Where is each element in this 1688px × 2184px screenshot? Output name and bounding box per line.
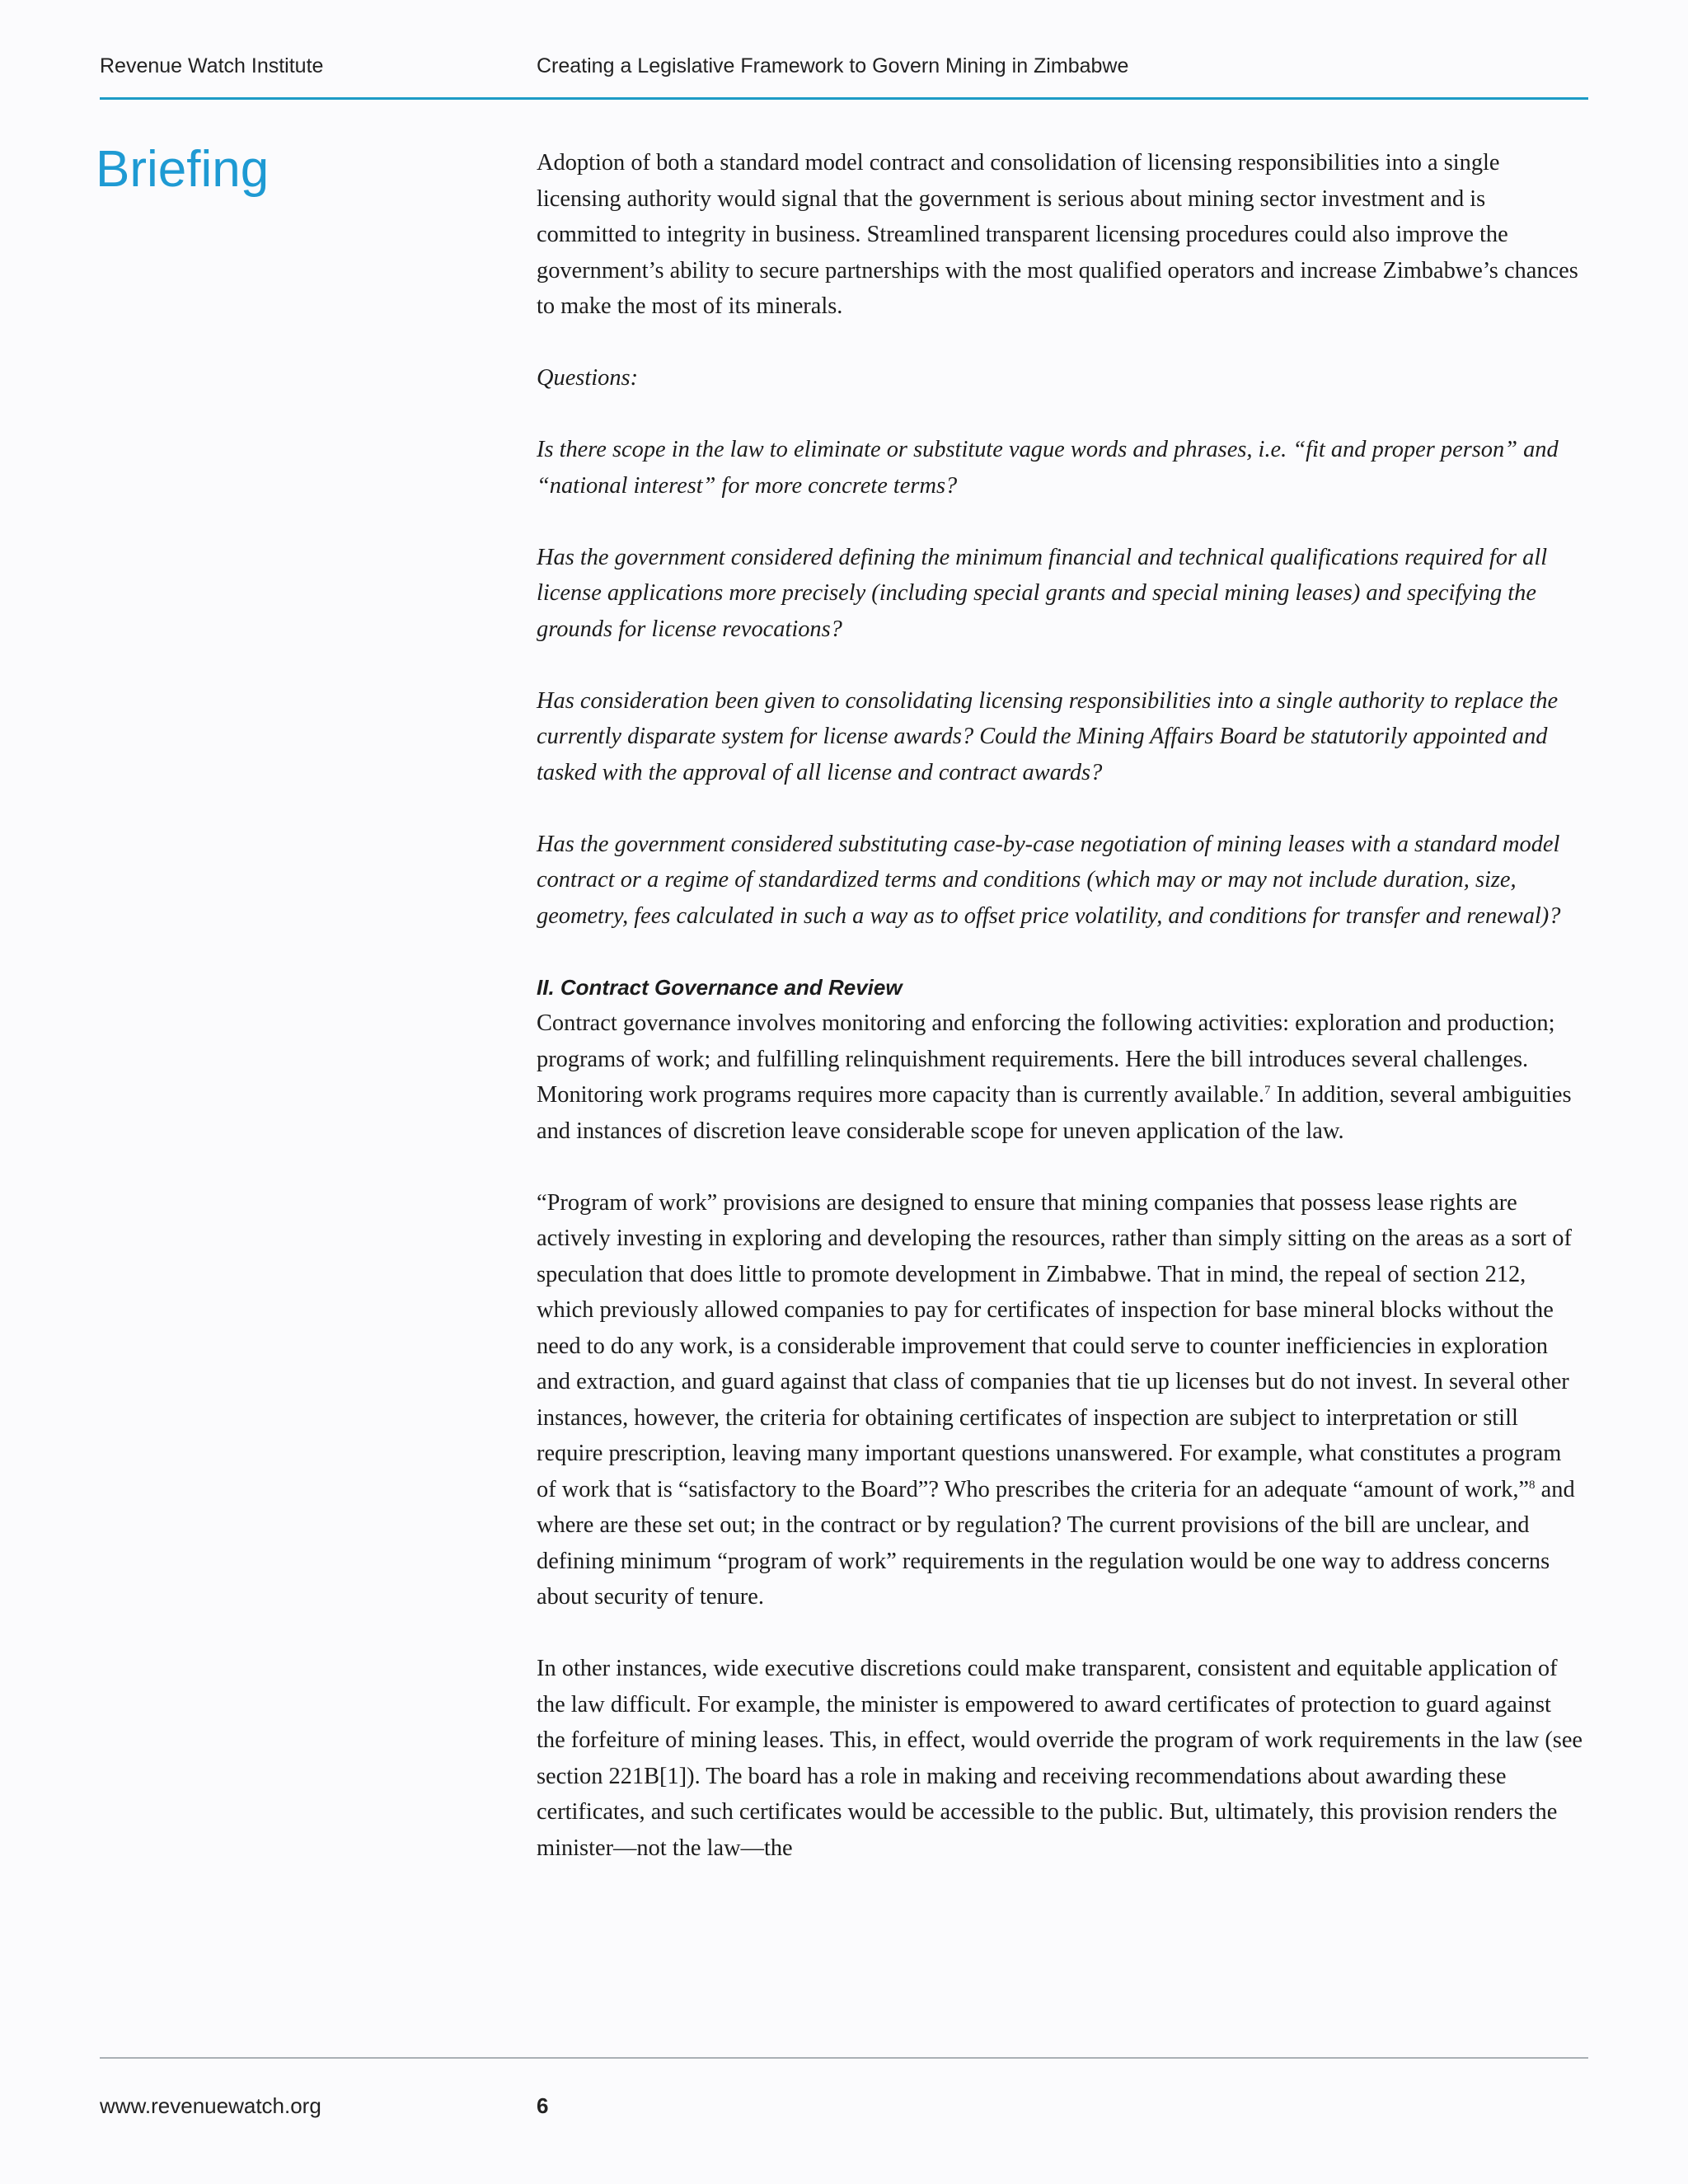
paragraph-text: and where are these set out; in the contract or by regulation? The current provisions of the bill are unclear, and defining minimum “program of work” requirements in the regulation would be one way to address concerns about security of tenure. bbox=[537, 1476, 1575, 1610]
question-item: Is there scope in the law to eliminate or substitute vague words and phrases, i.e. “fit and proper person” and “national interest” for more concrete terms? bbox=[537, 437, 1559, 499]
section-paragraph bbox=[537, 1005, 1583, 1149]
paragraph-text: Contract governance involves monitoring and enforcing the following activities: exploration and production; programs of work; and fulfilling relinquishment requirements. Here the bill introduces several challenges. Monitoring work programs requires more capacity than is currently available. bbox=[537, 1010, 1555, 1108]
paragraph-text: “Program of work” provisions are designed to ensure that mining companies that possess lease rights are actively investing in exploring and developing the resources, rather than simply sitting on the areas as a sort of speculation that does little to promote development in Zimbabwe. That in mind, the repeal of section 212, which previously allowed companies to pay for certificates of inspection for base mineral blocks without the need to do any work, is a considerable improvement that could serve to counter inefficiencies in exploration and extraction, and guard against that class of companies that tie up licenses but do not invest. In several other instances, however, the criteria for obtaining certificates of inspection are subject to interpretation or still require prescription, leaving many important questions unanswered. For example, what constitutes a program of work that is “satisfactory to the Board”? Who prescribes the criteria for an adequate “amount of work,” bbox=[537, 1189, 1572, 1502]
section-heading: II. Contract Governance and Review bbox=[537, 974, 903, 1000]
question-item: Has the government considered substituting case-by-case negotiation of mining leases with a standard model contract or a regime of standardized terms and conditions (which may or may not include duration, size, geometry, fees calculated in such a way as to offset price volatility, and conditions for transfer and renewal)? bbox=[537, 831, 1561, 929]
footer-divider bbox=[100, 2057, 1588, 2059]
intro-paragraph: Adoption of both a standard model contract and consolidation of licensing responsibilities into a single licensing authority would signal that the government is serious about mining sector investment and is committed to integrity in business. Streamlined transparent licensing procedures could also improve the government’s ability to secure partnerships with the most qualified operators and increase Zimbabwe’s chances to make the most of its minerals. bbox=[537, 150, 1578, 319]
page-number: 6 bbox=[537, 2093, 549, 2118]
section-paragraph bbox=[537, 1185, 1583, 1615]
header-title: Creating a Legislative Framework to Govern Mining in Zimbabwe bbox=[537, 54, 1129, 77]
main-content bbox=[537, 145, 1583, 1866]
question-item: Has the government considered defining the minimum financial and technical qualifications required for all license applications more precisely (including special grants and special mining leases) and specifying the grounds for license revocations? bbox=[537, 544, 1548, 642]
footnote-marker: 7 bbox=[1264, 1084, 1271, 1097]
header-divider bbox=[100, 97, 1588, 100]
footnote-marker: 8 bbox=[1529, 1478, 1536, 1492]
sidebar-title: Briefing bbox=[96, 141, 270, 198]
paragraph-text: In addition, several ambiguities and instances of discretion leave considerable scope for uneven application of the law. bbox=[537, 1082, 1572, 1144]
header-org: Revenue Watch Institute bbox=[100, 54, 324, 77]
section-paragraph: In other instances, wide executive discretions could make transparent, consistent and equitable application of the law difficult. For example, the minister is empowered to award certificates of protection to guard against the forfeiture of mining leases. This, in effect, would override the program of work requirements in the law (see section 221B[1]). The board has a role in making and receiving recommendations about awarding these certificates, and such certificates would be accessible to the public. But, ultimately, this provision renders the minister—not the law—the bbox=[537, 1656, 1583, 1861]
questions-label: Questions: bbox=[537, 365, 639, 391]
footer-url: www.revenuewatch.org bbox=[100, 2093, 321, 2118]
question-item: Has consideration been given to consolidating licensing responsibilities into a single authority to replace the currently disparate system for license awards? Could the Mining Affairs Board be statutorily appointed and tasked with the approval of all license and contract awards? bbox=[537, 687, 1559, 785]
